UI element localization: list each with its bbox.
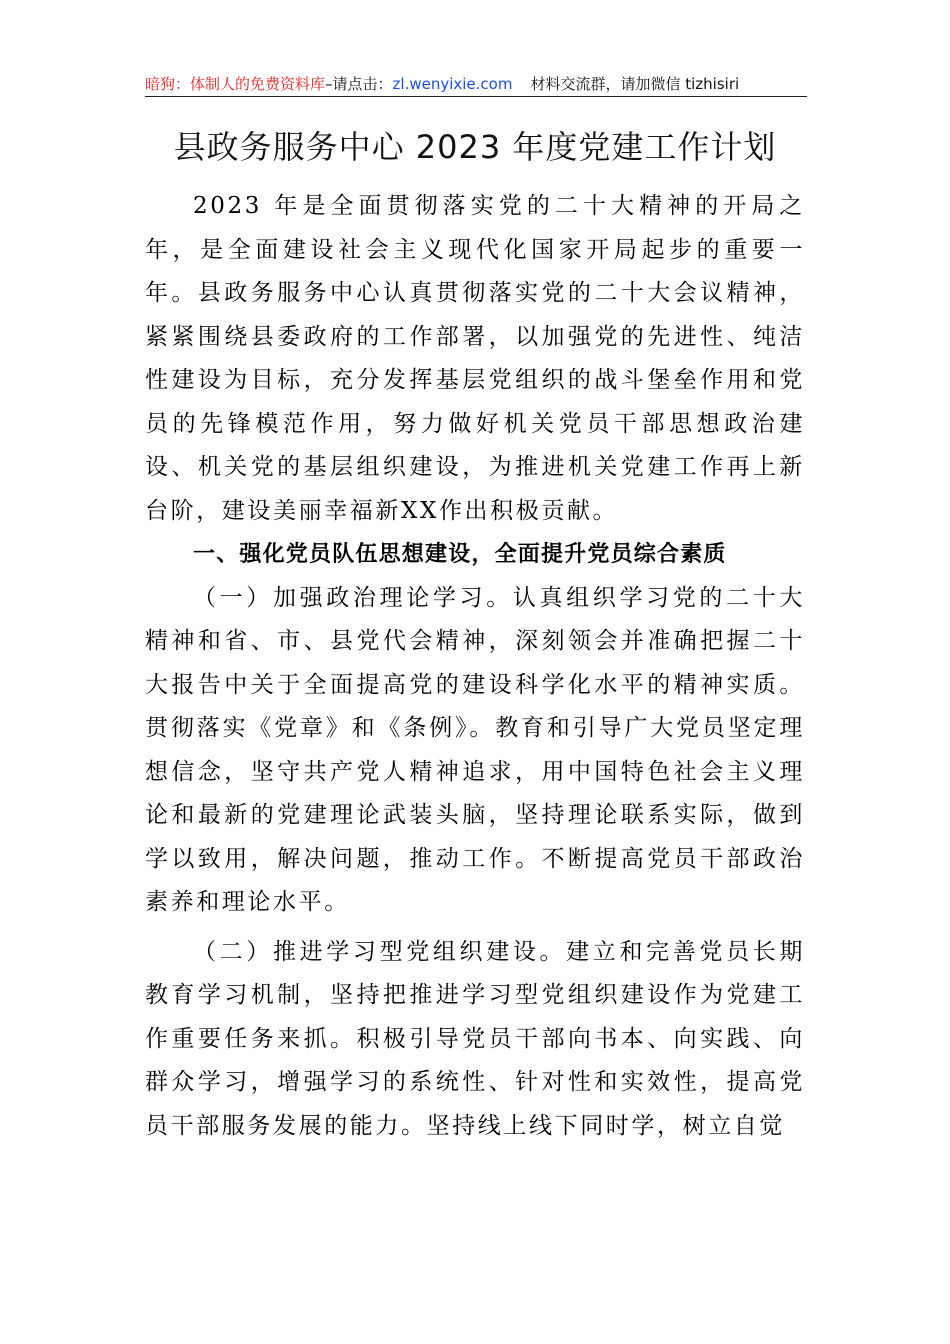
document-title: 县政务服务中心 2023 年度党建工作计划 bbox=[173, 128, 777, 166]
header-divider bbox=[145, 96, 807, 97]
header-brand: 暗狗：体制人的免费资料库 bbox=[145, 75, 326, 93]
item-paragraph-2: （二）推进学习型党组织建设。建立和完善党员长期教育学习机制，坚持把推进学习型党组织建设作为党建工作重要任务来抓。积极引导党员干部向书本、向实践、向群众学习，增强学习的系统性、针对性和实效性，提高党员干部服务发展的能力。坚持线上线下同时学，树立自觉 bbox=[145, 938, 805, 1139]
page-header bbox=[145, 72, 805, 96]
intro-paragraph: 2023 年是全面贯彻落实党的二十大精神的开局之年，是全面建设社会主义现代化国家开局起步的重要一年。县政务服务中心认真贯彻落实党的二十大会议精神，紧紧围绕县委政府的工作部署，以加强党的先进性、纯洁性建设为目标，充分发挥基层党组织的战斗堡垒作用和党员的先锋模范作用，努力做好机关党员干部思想政治建设、机关党的基层组织建设，为推进机关党建工作再上新台阶，建设美丽幸福新XX作出积极贡献。 bbox=[145, 193, 805, 524]
document-body bbox=[145, 185, 805, 1148]
section-heading-1: 一、强化党员队伍思想建设，全面提升党员综合素质 bbox=[193, 542, 727, 567]
header-group-note: 材料交流群，请加微信 tizhisiri bbox=[530, 75, 740, 93]
item-paragraph-1: （一）加强政治理论学习。认真组织学习党的二十大精神和省、市、县党代会精神，深刻领会并准确把握二十大报告中关于全面提高党的建设科学化水平的精神实质。贯彻落实《党章》和《条例》。教育和引导广大党员坚定理想信念，坚守共产党人精神追求，用中国特色社会主义理论和最新的党建理论武装头脑，坚持理论联系实际，做到学以致用，解决问题，推动工作。不断提高党员干部政治素养和理论水平。 bbox=[145, 584, 805, 915]
header-url-link[interactable]: zl.wenyixie.com bbox=[392, 75, 513, 93]
header-click-prompt: –请点击： bbox=[325, 75, 393, 93]
